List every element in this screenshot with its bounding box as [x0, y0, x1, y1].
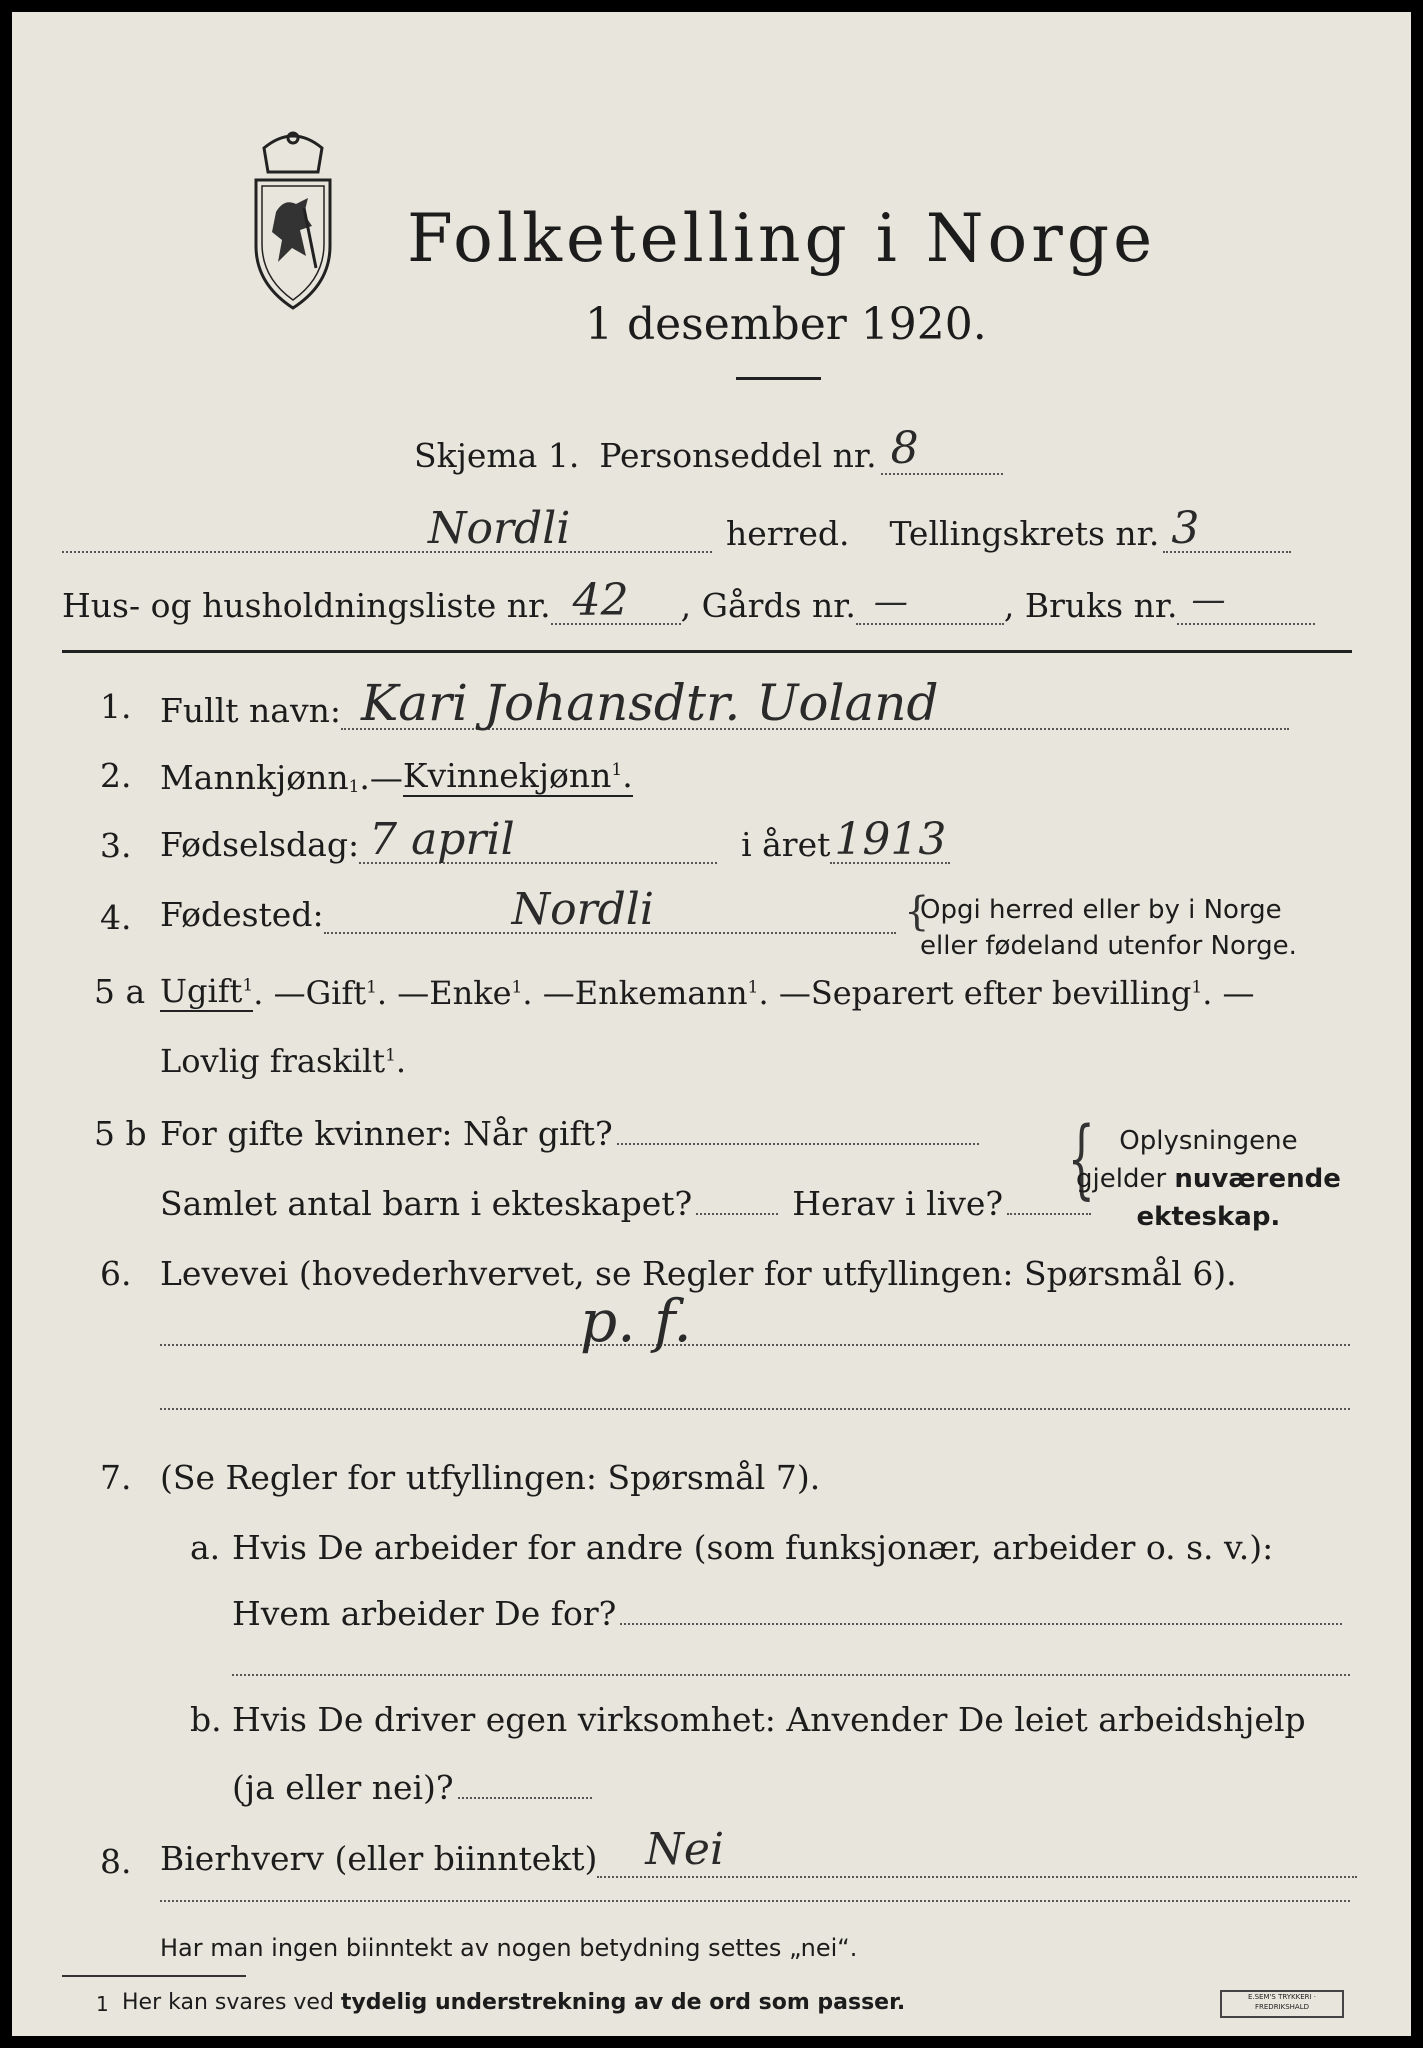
separator: . — [253, 974, 306, 1012]
personseddel-label: Personseddel nr. [599, 436, 877, 475]
female-option-label: Kvinnekjønn [402, 756, 612, 795]
separator: — [369, 758, 403, 797]
household-value: 42 [572, 575, 629, 626]
birthdate-value: 7 april [369, 814, 515, 865]
full-name-field[interactable] [341, 672, 1289, 730]
side-income-field[interactable] [597, 1822, 1357, 1878]
form-title: Folketelling i Norge [407, 200, 1157, 277]
header-divider [62, 650, 1352, 653]
footnote-mark: 1 [747, 977, 759, 998]
marriage-note-1: Oplysningene [1119, 1126, 1298, 1156]
q2-number: 2. [100, 756, 132, 795]
q5a-line-2 [160, 1042, 406, 1080]
coat-of-arms-icon [234, 128, 352, 314]
q1-line [160, 672, 1289, 730]
q6-number: 6. [100, 1254, 132, 1293]
male-option[interactable]: Mannkjønn [160, 758, 349, 797]
gards-field[interactable] [856, 582, 1004, 625]
q5b-line-2 [160, 1184, 1095, 1223]
occupation-field[interactable] [160, 1344, 1350, 1346]
footnote-text-b: tydelig understrekning av de ord som passer. [340, 1990, 906, 2015]
footnote-mark: 1 [511, 977, 523, 998]
separator: . — [376, 974, 430, 1012]
gards-value: — [873, 582, 908, 622]
title-rule [736, 377, 821, 380]
q5b-number: 5 b [94, 1114, 147, 1153]
footnote-mark: 1 [611, 760, 623, 780]
marriage-note-3: ekteskap. [1136, 1202, 1281, 1232]
q7b-letter: b. [190, 1700, 222, 1739]
birthplace-note-1: Opgi herred eller by i Norge [920, 895, 1282, 925]
q3-number: 3. [100, 826, 132, 865]
q7-label: (Se Regler for utfyllingen: Spørsmål 7). [160, 1458, 821, 1497]
full-name-label: Fullt navn: [160, 691, 341, 730]
employer-label: Hvem arbeider De for? [232, 1594, 617, 1633]
herred-line [62, 503, 1291, 554]
side-income-value: Nei [645, 1824, 725, 1875]
option-ugift-label: Ugift [160, 972, 243, 1010]
q3-line [160, 814, 950, 865]
q5a-line [160, 972, 1255, 1012]
brace-icon: { [1067, 1109, 1096, 1209]
children-alive-label: Herav i live? [792, 1184, 1004, 1223]
q8-line [160, 1822, 1357, 1878]
household-label: Hus- og husholdningsliste nr. [62, 586, 551, 625]
birthplace-value: Nordli [511, 884, 654, 935]
separator: . — [1202, 974, 1255, 1012]
children-count-label: Samlet antal barn i ekteskapet? [160, 1184, 693, 1223]
footnote-mark: 1 [385, 1045, 396, 1066]
birthyear-label: i året [741, 825, 831, 864]
female-option[interactable]: Kvinnekjønn$^1$. [402, 756, 633, 795]
marriage-note-2b: nuværende [1174, 1164, 1341, 1194]
birthplace-field[interactable] [324, 886, 896, 934]
separator: . — [758, 974, 811, 1012]
bruks-value: — [1191, 580, 1226, 620]
census-form [12, 12, 1411, 2036]
q4-line [160, 886, 896, 934]
q7a-text: Hvis De arbeider for andre (som funksjonær, arbeider o. s. v.): [232, 1528, 1274, 1567]
occupation-field-2[interactable] [160, 1408, 1350, 1410]
hired-help-field[interactable] [458, 1797, 592, 1799]
q7b-text: Hvis De driver egen virksomhet: Anvender De leiet arbeidshjelp [232, 1700, 1306, 1739]
footnote-mark: 1 [1191, 977, 1203, 998]
tellingskrets-value: 3 [1171, 503, 1200, 554]
side-income-label: Bierhverv (eller biinntekt) [160, 1839, 598, 1878]
birthplace-label: Fødested: [160, 895, 324, 934]
q7a-letter: a. [190, 1528, 221, 1567]
herred-label: herred. [726, 514, 850, 553]
q5b-line-1 [160, 1114, 983, 1153]
option-lovlig-fraskilt[interactable]: Lovlig fraskilt$^1$. [160, 1042, 407, 1080]
printer-stamp: E.SEM'S TRYKKERI · FREDRIKSHALD [1220, 1990, 1344, 2018]
skjema-label: Skjema 1. [414, 436, 580, 475]
birthplace-note-2: eller fødeland utenfor Norge. [920, 931, 1297, 961]
separator: . — [522, 974, 575, 1012]
personseddel-field[interactable] [881, 423, 1003, 475]
footnote-text [122, 1990, 905, 2015]
form-date: 1 desember 1920. [585, 299, 987, 350]
birthdate-label: Fødselsdag: [160, 825, 360, 864]
q4-number: 4. [100, 898, 132, 937]
option-enke-label: Enke [429, 974, 512, 1012]
tellingskrets-field[interactable] [1163, 503, 1291, 554]
birthplace-note [920, 892, 1297, 964]
footnote-number: 1 [96, 1992, 109, 2016]
gards-label: , Gårds nr. [680, 586, 856, 625]
married-when-label: For gifte kvinner: Når gift? [160, 1114, 613, 1153]
footnote-text-a: Her kan svares ved [122, 1990, 334, 2015]
children-count-field[interactable] [696, 1213, 778, 1215]
option-enkemann[interactable] [575, 974, 759, 1012]
footnote-rule [62, 1975, 246, 1977]
household-field[interactable] [551, 575, 681, 626]
option-separert-label: Separert efter bevilling [810, 974, 1192, 1012]
occupation-value: p. f. [580, 1287, 692, 1355]
employer-field[interactable] [620, 1623, 1342, 1625]
option-gift-label: Gift [305, 974, 367, 1012]
marriage-note [1076, 1122, 1341, 1236]
birthdate-field[interactable] [359, 814, 717, 865]
q5a-number: 5 a [94, 972, 146, 1011]
married-when-field[interactable] [617, 1143, 979, 1145]
employer-field-2[interactable] [232, 1674, 1350, 1676]
footer-note: Har man ingen biinntekt av nogen betydning settes „nei“. [160, 1934, 858, 1962]
option-separert[interactable] [811, 974, 1202, 1012]
q7b-line-2 [232, 1768, 596, 1807]
tellingskrets-label: Tellingskrets nr. [889, 514, 1160, 553]
option-enkemann-label: Enkemann [574, 974, 748, 1012]
bruks-label: , Bruks nr. [1003, 586, 1178, 625]
personseddel-value: 8 [890, 423, 919, 474]
birthyear-field[interactable] [830, 814, 950, 865]
q7a-line-2 [232, 1594, 1346, 1633]
herred-value: Nordli [428, 503, 571, 554]
option-gift[interactable] [306, 974, 377, 1012]
q2-line: Mannkjønn 1 . — Kvinnekjønn$^1$. [160, 756, 633, 797]
q7-number: 7. [100, 1458, 132, 1497]
q1-number: 1. [100, 687, 132, 726]
hired-help-label: (ja eller nei)? [232, 1768, 454, 1807]
footnote-mark: 1 [242, 975, 254, 996]
option-ugift[interactable] [160, 972, 253, 1012]
q8-number: 8. [100, 1842, 132, 1881]
side-income-field-2[interactable] [160, 1900, 1350, 1902]
birthyear-value: 1913 [834, 814, 947, 865]
personseddel-line [414, 423, 1003, 475]
footnote-mark: 1 [366, 977, 377, 998]
brace-icon: { [904, 889, 930, 935]
option-enke[interactable] [429, 974, 522, 1012]
footnote-mark: 1 [348, 777, 360, 797]
occupation-label: Levevei (hovederhvervet, se Regler for utfyllingen: Spørsmål 6). [160, 1254, 1237, 1293]
household-line [62, 575, 1315, 626]
full-name-value: Kari Johansdtr. Uoland [360, 674, 939, 732]
herred-field[interactable] [62, 503, 712, 554]
option-lovlig-label: Lovlig fraskilt [160, 1042, 386, 1080]
marriage-note-2a: gjelder [1076, 1164, 1167, 1194]
bruks-field[interactable] [1177, 580, 1315, 625]
